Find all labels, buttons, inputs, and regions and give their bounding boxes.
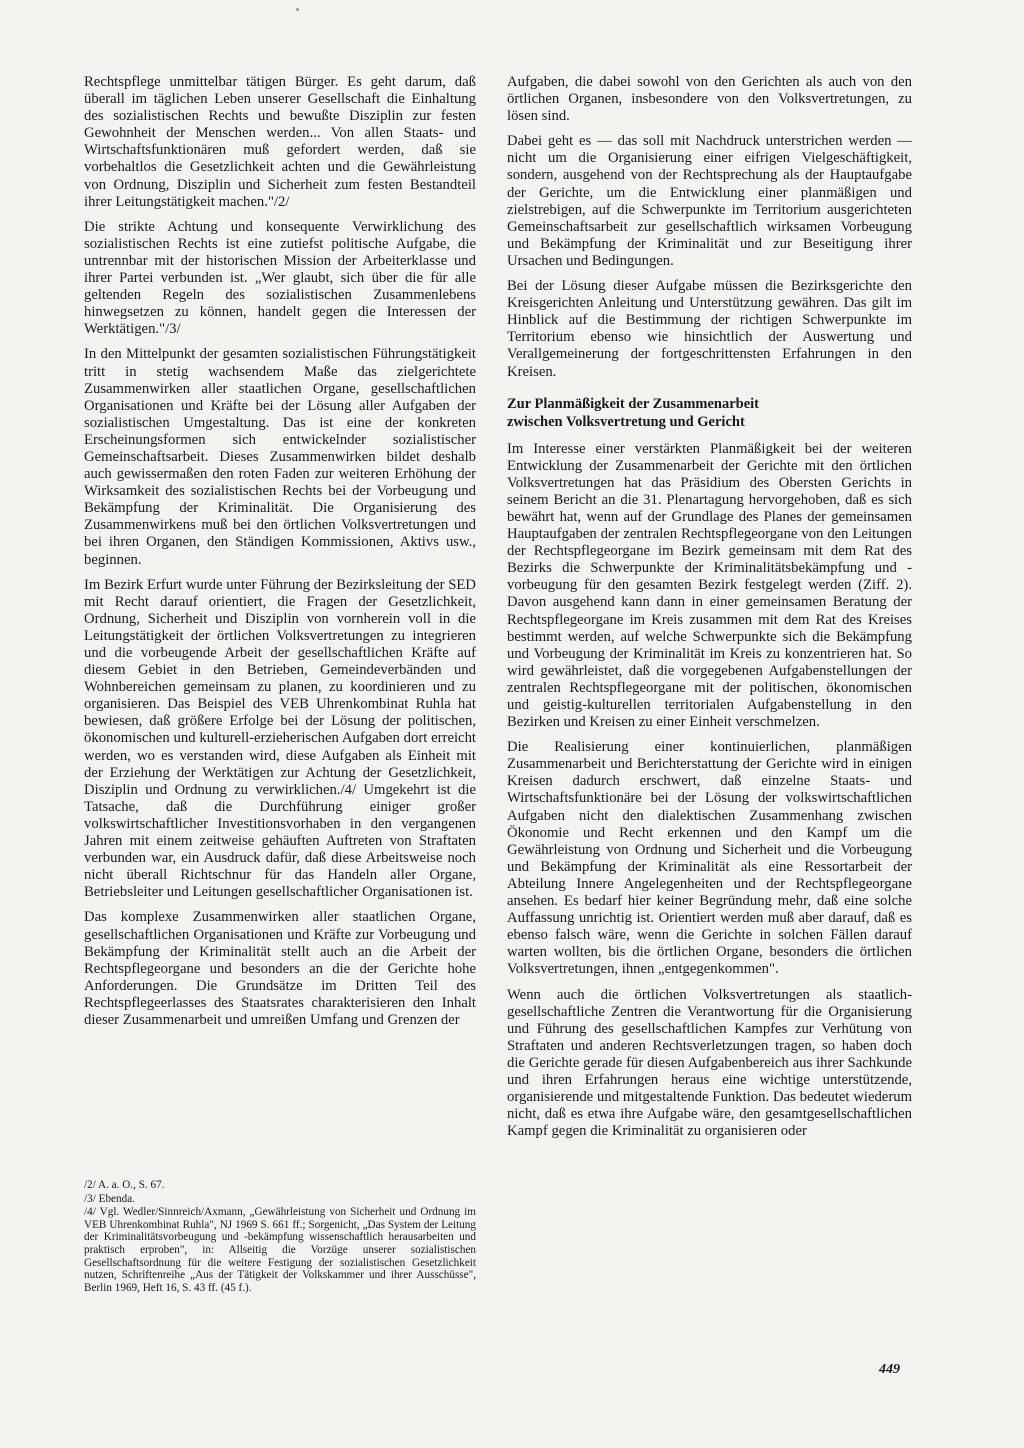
page-number: 449 [879, 1362, 900, 1377]
left-column [84, 74, 476, 1037]
section-heading [507, 395, 912, 431]
paragraph: Wenn auch die örtlichen Volksvertretungen als staatlich-gesellschaftliche Zentren die Verantwortung für die Organisierung und Führung des gesellschaftlichen Kampfes zur Verhütung von Straftaten und anderen Rechtsverletzungen tragen, so haben doch die Gerichte gerade für diesen Aufgabenbereich aus ihrer Sachkunde und ihren Erfahrungen heraus eine wichtige unterstützende, organisierende und mitgestaltende Funktion. Das bedeutet wiederum nicht, daß es etwa ihre Aufgabe wäre, den gesamtgesellschaftlichen Kampf gegen die Kriminalität zu organisieren oder [507, 986, 912, 1140]
paragraph: Rechtspflege unmittelbar tätigen Bürger. Es geht darum, daß überall im täglichen Leben unserer Gesellschaft die Einhaltung des sozialistischen Rechts und bewußte Disziplin zur festen Gewohnheit der Menschen werden... Von allen Staats- und Wirtschaftsfunktionären muß gefordert werden, daß sie vorbehaltlos die Gesetzlichkeit achten und die Gewährleistung von Ordnung, Disziplin und Sicherheit zum festen Bestandteil ihrer Leitungstätigkeit machen."/2/ [84, 74, 476, 210]
paragraph: Das komplexe Zusammenwirken aller staatlichen Organe, gesellschaftlichen Organisationen und Kräfte zur Vorbeugung und Bekämpfung der Kriminalität stellt auch an die Arbeit der Rechtspflegeorgane und besonders an die der Gerichte hohe Anforderungen. Die Grundsätze im Dritten Teil des Rechtspflegeerlasses des Staatsrates charakterisieren den Inhalt dieser Zusammenarbeit und umreißen Umfang und Grenzen der [84, 909, 476, 1028]
right-column [507, 74, 912, 1148]
footnote: /3/ Ebenda. [84, 1192, 135, 1205]
section-heading-line-1: Zur Planmäßigkeit der Zusammenarbeit [507, 395, 760, 412]
paragraph: Die Realisierung einer kontinuierlichen, planmäßigen Zusammenarbeit und Berichterstattung der Gerichte wird in einigen Kreisen dadurch erschwert, daß einzelne Staats- und Wirtschaftsfunktionäre bei der Lösung der volkswirtschaftlichen Aufgaben nicht den dialektischen Zusammenhang zwischen Ökonomie und Recht erkennen und den Kampf um die Gewährleistung von Ordnung und Sicherheit und die Vorbeugung und Bekämpfung der Kriminalität als eine Ressortarbeit der Abteilung Innere Angelegenheiten und der Rechtspflegeorgane ansehen. Es bedarf hier keiner Begründung mehr, daß eine solche Auffassung unrichtig ist. Orientiert werden muß aber darauf, daß es ebenso falsch wäre, wenn die Gerichte in solchen Fällen darauf warten wollten, bis die örtlichen Organe, besonders die örtlichen Volksvertretungen, ihnen „entgegenkommen". [507, 739, 912, 978]
paragraph: Dabei geht es — das soll mit Nachdruck unterstrichen werden — nicht um die Organisierung einer eifrigen Vielgeschäftigkeit, sondern, ausgehend von der Rechtsprechung als der Hauptaufgabe der Gerichte, um die Entwicklung einer planmäßigen und zielstrebigen, auf die Schwerpunkte im Territorium ausgerichteten Gemeinschaftsarbeit zur gesellschaftlich wirksamen Vorbeugung und Bekämpfung der Kriminalität und zur Beseitigung ihrer Ursachen und Bedingungen. [507, 133, 912, 269]
section-heading-line-2: zwischen Volksvertretung und Gericht [507, 413, 745, 430]
speck-mark [296, 8, 299, 11]
footnotes [84, 1179, 476, 1295]
footnote: /2/ A. a. O., S. 67. [84, 1179, 165, 1191]
paragraph: Aufgaben, die dabei sowohl von den Gerichten als auch von den örtlichen Organen, insbesondere von den Volksvertretungen, zu lösen sind. [507, 74, 912, 125]
paragraph: Im Bezirk Erfurt wurde unter Führung der Bezirksleitung der SED mit Recht darauf orientiert, die Fragen der Gesetzlichkeit, Ordnung, Sicherheit und Disziplin von vornherein voll in die Leitungstätigkeit der örtlichen Volksvertretungen zu integrieren und die vorbeugende Arbeit der gesellschaftlichen Kräfte auf diesem Gebiet in den Betrieben, Gemeindeverbänden und Wohnbereichen gemeinsam zu planen, zu koordinieren und zu organisieren. Das Beispiel des VEB Uhrenkombinat Ruhla hat bewiesen, daß größere Erfolge bei der Lösung der politischen, ökonomischen und kulturell-erzieherischen Aufgaben dort erreicht werden, wo es verstanden wird, diese Aufgaben als Einheit mit der Erziehung der Werktätigen zur Achtung der Gesetzlichkeit, Disziplin und Ordnung zu verwirklichen./4/ Umgekehrt ist die Tatsache, daß die Durchführung einiger großer volkswirtschaftlicher Investitionsvorhaben in den vergangenen Jahren mit einem zeitweise gehäuften Auftreten von Straftaten verbunden war, ein Ausdruck dafür, daß diese Arbeitsweise noch nicht überall Richtschnur für das Handeln aller Organe, Betriebsleiter und Leitungen gesellschaftlicher Organisationen ist. [84, 576, 476, 901]
paragraph: In den Mittelpunkt der gesamten sozialistischen Führungstätigkeit tritt in stetig wachsendem Maße das zielgerichtete Zusammenwirken aller staatlichen Organe, gesellschaftlichen Organisationen und Kräfte bei der Lösung aller Aufgaben der sozialistischen Umgestaltung. Das ist eine der konkreten Erscheinungsformen sich entwickelnder sozialistischer Gemeinschaftsarbeit. Dieses Zusammenwirken bildet deshalb auch gewissermaßen den roten Faden zur weiteren Erhöhung der Wirksamkeit des sozialistischen Rechts bei der Vorbeugung und Bekämpfung der Kriminalität. Die Organisierung des Zusammenwirkens muß bei den örtlichen Volksvertretungen und bei ihren Organen, den Ständigen Kommissionen, Aktivs usw., beginnen. [84, 346, 476, 568]
footnote: /4/ Vgl. Wedler/Sinnreich/Axmann, „Gewährleistung von Sicherheit und Ordnung im VEB Uhrenkombinat Ruhla", NJ 1969 S. 661 ff.; Sorgenicht, „Das System der Leitung der Kriminalitätsvorbeugung und -bekämpfung wissenschaftlich herausarbeiten und praktisch erproben", in: Allseitig die Vorzüge unserer sozialistischen Gesellschaftsordnung für die weitere Festigung der sozialistischen Gesetzlichkeit nutzen, Schriftenreihe „Aus der Tätigkeit der Volkskammer und ihrer Ausschüsse", Berlin 1969, Heft 16, S. 43 ff. (45 f.). [84, 1206, 476, 1294]
paragraph: Bei der Lösung dieser Aufgabe müssen die Bezirksgerichte den Kreisgerichten Anleitung und Unterstützung gewähren. Das gilt im Hinblick auf die Bestimmung der richtigen Schwerpunkte im Territorium ebenso wie hinsichtlich der Auswertung und Verallgemeinerung der fortgeschrittensten Erfahrungen in den Kreisen. [507, 278, 912, 380]
paragraph: Im Interesse einer verstärkten Planmäßigkeit bei der weiteren Entwicklung der Zusammenarbeit der Gerichte mit den örtlichen Volksvertretungen hat das Präsidium des Obersten Gerichts in seinem Bericht an die 31. Plenartagung hervorgehoben, daß es sich bewährt hat, wenn auf der Grundlage des Planes der gemeinsamen Hauptaufgaben der zentralen Rechtspflegeorgane von den Leitungen der Rechtspflegeorgane im Bezirk gemeinsam mit dem Rat des Bezirks die Schwerpunkte der Kriminalitätsbekämpfung und -vorbeugung für den gesamten Bezirk festgelegt werden (Ziff. 2). Davon ausgehend kann dann in einer gemeinsamen Beratung der Rechtspflegeorgane im Kreis zusammen mit dem Rat des Kreises bestimmt werden, auf welche Schwerpunkte sich die Bekämpfung und Vorbeugung der Kriminalität im Kreis zu konzentrieren hat. So wird gewährleistet, daß die vorgegebenen Aufgabenstellungen der zentralen Rechtspflegeorgane mit der politischen, ökonomischen und geistig-kulturellen territorialen Aufgabenstellung in den Bezirken und Kreisen zu einer Einheit verschmelzen. [507, 440, 912, 731]
paragraph: Die strikte Achtung und konsequente Verwirklichung des sozialistischen Rechts ist eine zutiefst politische Aufgabe, die untrennbar mit der historischen Mission der Arbeiterklasse und ihrer Partei verbunden ist. „Wer glaubt, sich über die für alle geltenden Regeln des sozialistischen Zusammenlebens hinwegsetzen zu können, handelt gegen die Interessen der Werktätigen."/3/ [84, 218, 476, 338]
